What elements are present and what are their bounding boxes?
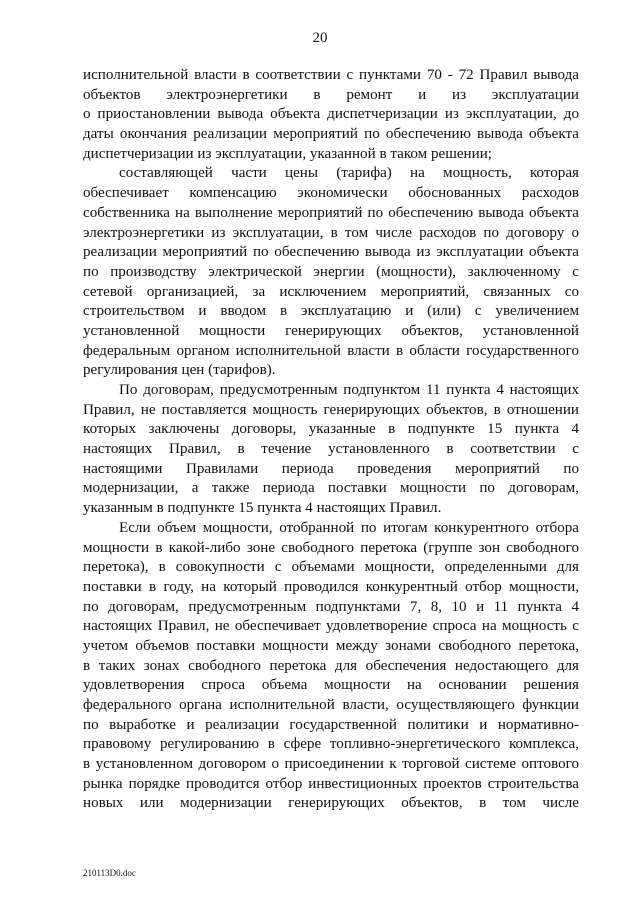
text-line: реализации мероприятий по обеспечению вывода из эксплуатации объекта — [83, 244, 579, 261]
paragraph-1 — [83, 66, 579, 164]
text-line: электроэнергетики из эксплуатации, в том числе расходов по договору о — [83, 224, 579, 241]
text-line: Если объем мощности, отобранной по итогам конкурентного отбора — [119, 519, 579, 536]
text-line: правовому регулированию в сфере топливно-энергетического комплекса, — [83, 736, 579, 753]
text-line: учетом объемов поставки мощности между зонами свободного перетока, — [83, 637, 579, 654]
text-line: По договорам, предусмотренным подпунктом 11 пункта 4 настоящих — [119, 382, 579, 398]
text-line: по договорам, предусмотренным подпунктами 7, 8, 10 и 11 пункта 4 — [83, 598, 579, 615]
text-line: по производству электрической энергии (мощности), заключенному с — [83, 263, 579, 280]
paragraph-2 — [83, 164, 579, 381]
text-line: по выработке и реализации государственной политики и нормативно- — [83, 716, 579, 733]
text-line: федеральным органом исполнительной власти в области государственного — [83, 342, 579, 359]
body-text — [83, 66, 579, 814]
text-line: настоящих Правил, в течение установленного в соответствии с — [83, 441, 579, 458]
text-line: регулирования цен (тарифов). — [83, 362, 276, 379]
text-line: составляющей части цены (тарифа) на мощность, которая — [119, 165, 579, 182]
text-line: даты окончания реализации мероприятий по обеспечению вывода объекта — [83, 126, 579, 143]
text-line: настоящими Правилами периода проведения мероприятий по — [83, 460, 579, 477]
text-line: перетока), в совокупности с объемами мощности, определенными для — [83, 559, 579, 576]
text-line: исполнительной власти в соответствии с пунктами 70 - 72 Правил вывода — [83, 67, 579, 83]
text-line: диспетчеризации из эксплуатации, указанной в таком решении; — [83, 145, 492, 162]
text-line: федерального органа исполнительной власти, осуществляющего функции — [83, 697, 579, 713]
document-filename: 210113D0.doc — [83, 868, 136, 878]
text-line: новых или модернизации генерирующих объектов, в том числе — [83, 795, 579, 812]
text-line: поставки в году, на который проводился конкурентный отбор мощности, — [83, 578, 579, 595]
text-line: в установленном договором о присоединении к торговой системе оптового — [83, 756, 579, 773]
text-line: строительством и вводом в эксплуатацию и (или) с увеличением — [83, 303, 579, 320]
paragraph-4 — [83, 519, 579, 814]
text-line: сетевой организацией, за исключением мероприятий, связанных со — [83, 283, 579, 300]
text-line: рынка порядке проводится отбор инвестиционных проектов строительства — [83, 775, 579, 792]
text-line: о приостановлении вывода объекта диспетчеризации из эксплуатации, до — [83, 106, 579, 123]
text-line: указанным в подпункте 15 пункта 4 настоящих Правил. — [83, 500, 442, 517]
text-line: модернизации, а также периода поставки мощности по договорам, — [83, 480, 579, 497]
text-line: которых заключены договоры, указанные в подпункте 15 пункта 4 — [83, 421, 579, 438]
text-line: настоящих Правил, не обеспечивает удовлетворение спроса на мощность с — [83, 618, 579, 635]
text-line: собственника на выполнение мероприятий по обеспечению вывода объекта — [83, 204, 579, 221]
paragraph-3 — [83, 381, 579, 519]
text-line: удовлетворения спроса объема мощности на основании решения — [83, 677, 579, 694]
text-line: установленной мощности генерирующих объектов, установленной — [83, 322, 579, 339]
text-line: объектов электроэнергетики в ремонт и из эксплуатации — [83, 86, 579, 103]
text-line: мощности в какой-либо зоне свободного перетока (группе зон свободного — [83, 539, 579, 556]
text-line: Правил, не поставляется мощность генерирующих объектов, в отношении — [83, 401, 579, 418]
page-number: 20 — [312, 30, 328, 46]
text-line: в таких зонах свободного перетока для обеспечения недостающего для — [83, 657, 579, 674]
text-line: обеспечивает компенсацию экономически обоснованных расходов — [83, 185, 579, 202]
